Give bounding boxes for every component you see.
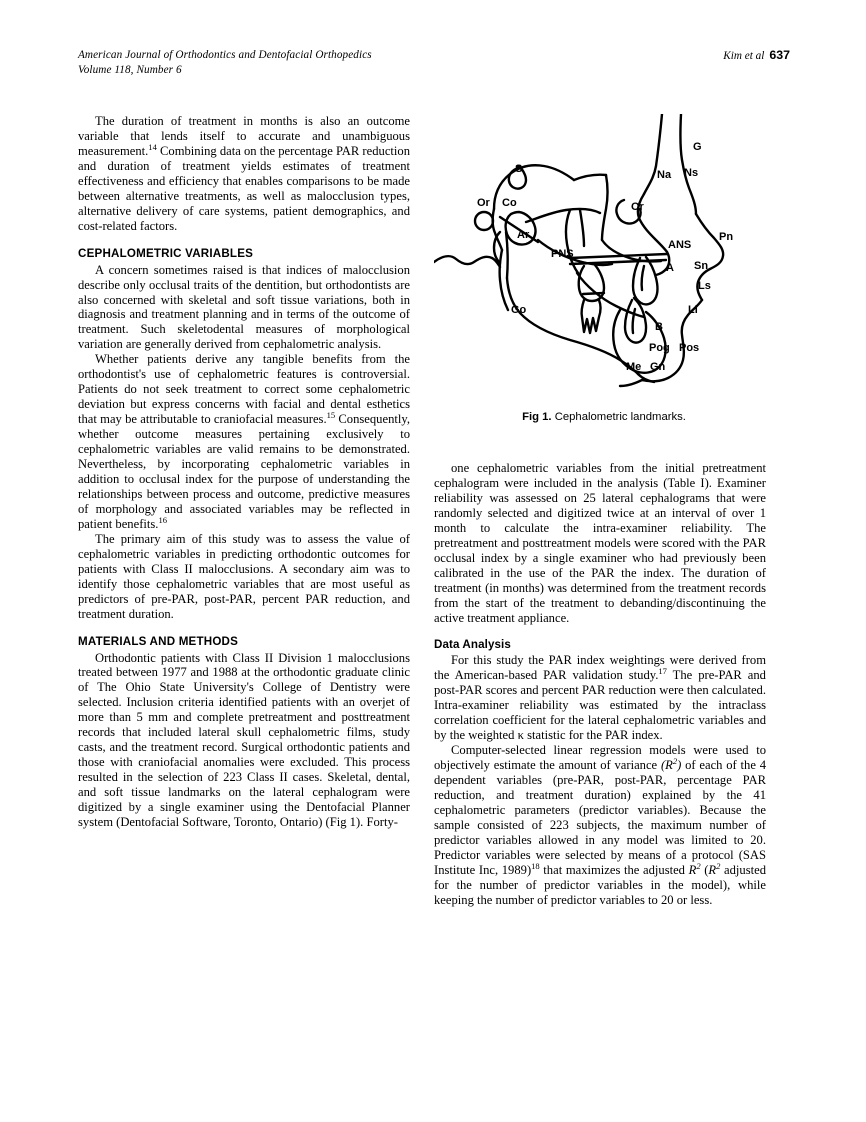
para-text-c: that maximizes the adjusted [539, 862, 689, 877]
landmark-label-Na: Na [657, 169, 672, 181]
adjusted-r2-exponent-2: 2 [716, 860, 721, 871]
paragraph-cephalometric-variables-pretreatment: one cephalometric variables from the initial pretreatment cephalogram were included in the analysis (Table I). Examiner reliability was assessed on 25 lateral cephalograms that were randomly selected and digitized twice at an interval of over 1 month to calculate the intra-examiner reliability. The pretreatment and posttreatment models were scored with the PAR occlusal index by a single examiner who had previously been calibrated in the use of the PAR the index. The duration of treatment (in months) was determined from the treatment records from the start of the treatment to debanding/discontinuing the active treatment appliance. [434, 461, 766, 625]
landmark-label-Pog: Pog [649, 342, 670, 354]
heading-materials-and-methods: MATERIALS AND METHODS [78, 634, 239, 648]
landmark-label-Ls: Ls [698, 280, 711, 292]
landmark-label-Go: Go [511, 304, 527, 316]
heading-cephalometric-variables: CEPHALOMETRIC VARIABLES [78, 246, 254, 260]
variance-r2-close: ) [677, 758, 682, 773]
journal-title: American Journal of Orthodontics and Dentofacial Orthopedics [78, 49, 372, 61]
paragraph-orthodontic-patients: Orthodontic patients with Class II Division 1 malocclusions treated between 1977 and 1988 at the orthodontic graduate clinic of The Ohio State University's College of Dentistry were selected. Inclusion criteria identified patients with an overjet of more than 5 mm and complete pretreatment and posttreatment records that included lateral skull cephalometric films, study casts, and the treatment record. Surgical orthodontic patients and those with craniofacial anomalies were excluded. This process resulted in the selection of 223 Class II cases. Skeletal, dental, and soft tissue landmarks on the lateral cephalogram were digitized by a single examiner using the Dentofacial Planner system (Dentofacial Software, Toronto, Ontario) (Fig 1). Forty- [78, 650, 410, 829]
para-text: For this study the PAR index weightings were derived from the American-based PAR validation study. [434, 653, 766, 683]
variance-r2-open: (R [660, 758, 673, 773]
landmark-label-Ns: Ns [684, 167, 699, 179]
landmark-label-Sn: Sn [694, 260, 709, 272]
para-text-cont: The pre-PAR and post-PAR scores and percent PAR reduction were then calculated. Intra-examiner reliability was estimated by the intraclass correlation coefficient for the lateral cephalometric variables and by the weighted κ statistic for the PAR index. [434, 668, 766, 743]
paragraph-duration-treatment [78, 114, 410, 234]
para-text: The duration of treatment in months is also an outcome variable that lends itself to accurate and unambiguous measurement. [78, 114, 410, 158]
reference-marker-17: 17 [658, 666, 667, 677]
adjusted-r2-exponent: 2 [696, 860, 701, 871]
landmark-label-Co: Co [502, 197, 517, 209]
figure-caption [434, 410, 774, 424]
reference-marker-14: 14 [148, 141, 157, 152]
landmark-label-Pos: Pos [679, 342, 700, 354]
para-text-e: adjusted for the number of predictor variables in the model), while keeping the number of predictor variables to 20 or less. [434, 862, 766, 907]
paragraph-indices-malocclusion: A concern sometimes raised is that indices of malocclusion describe only occlusal traits of the dentition, but orthodontists are also concerned with skeletal and soft tissue variations, both in diagnosis and treatment planning and in terms of the outcome of treatment. Such skeletodental measures of morphological variation are generally derived from cephalometric analysis. [78, 262, 410, 352]
right-column [434, 461, 766, 908]
reference-marker-18: 18 [531, 860, 540, 871]
figure-caption-label: Fig 1. [522, 411, 552, 423]
para-text-cont: Consequently, whether outcome measures pertaining exclusively to cephalometric variables are valid remains to be demonstrated. Nevertheless, by incorporating cephalometric variables in addition to occlusal index for the purpose of understanding the relationships between process and outcome, predictive measures of morphology and associated variables may be reflected in patient benefits. [78, 412, 410, 531]
para-text-a: Computer-selected linear regression models were used to objectively estimate the amount of variance [434, 743, 766, 773]
running-head [78, 48, 790, 82]
figure-caption-text: Cephalometric landmarks. [551, 411, 686, 423]
landmark-label-PNS: PNS [551, 248, 574, 260]
landmark-label-Me: Me [626, 361, 642, 373]
para-text: Whether patients derive any tangible benefits from the orthodontist's use of cephalometric features is controversial. Patients do not seek treatment to correct some cephalometric deviation but express concerns with facial and dental esthetics that may be attributable to craniofacial measures. [78, 352, 410, 427]
left-column [78, 114, 410, 830]
landmark-label-ANS: ANS [668, 239, 692, 251]
landmark-label-B: B [655, 321, 663, 333]
landmark-label-Pn: Pn [719, 231, 734, 243]
landmark-label-Or-right: Or [631, 201, 644, 213]
running-head-authors-page [723, 48, 790, 64]
landmark-label-G: G [693, 141, 702, 153]
landmark-label-S: S [515, 163, 523, 175]
para-text-d: ( [700, 862, 709, 877]
landmark-label-Or-left: Or [477, 197, 490, 209]
para-text-cont: Combining data on the percentage PAR reduction and duration of treatment yields estimates of treatment effectiveness and efficiency that enables comparisons to be made between alternative treatments, as well as malocclusion types, alternative delivery of care systems, patient demographics, and cost-related factors. [78, 143, 410, 233]
para-text-b: of each of the 4 dependent variables (pre-PAR, post-PAR, percentage PAR reduction, and treatment duration) explained by the 41 cephalometric parameters (predictor variables). Because the sample consisted of 223 subjects, the maximum number of predictor variables allowed in any model was limited to 20. Predictor variables were selected by means of a protocol (SAS Institute Inc, 1989) [434, 758, 766, 877]
cephalometric-tracing-illustration [434, 114, 774, 404]
running-head-journal [78, 48, 372, 78]
paragraph-par-index-weightings [434, 653, 766, 743]
reference-marker-16: 16 [158, 514, 167, 525]
landmark-label-Gn: Gn [650, 361, 666, 373]
page-number: 637 [769, 48, 790, 62]
landmark-label-Li: Li [688, 304, 698, 316]
variance-r2-exponent: 2 [672, 755, 678, 766]
paragraph-primary-aim: The primary aim of this study was to assess the value of cephalometric variables in predicting orthodontic outcomes for patients with Class II malocclusions. A secondary aim was to identify those cephalometric variables that are most useful as predictors of pre-PAR, post-PAR, percent PAR reduction, and treatment duration. [78, 531, 410, 621]
landmark-label-A: A [666, 262, 674, 274]
journal-volume: Volume 118, Number 6 [78, 64, 182, 76]
adjusted-r2-symbol-2: R [708, 862, 717, 877]
adjusted-r2-symbol: R [688, 862, 697, 877]
landmark-label-Ar: Ar [517, 229, 530, 241]
paragraph-regression-models [434, 743, 766, 907]
authors-name: Kim et al [723, 50, 765, 62]
heading-data-analysis: Data Analysis [434, 638, 511, 652]
figure-1 [434, 114, 774, 424]
reference-marker-15: 15 [326, 409, 336, 420]
paragraph-tangible-benefits [78, 352, 410, 531]
